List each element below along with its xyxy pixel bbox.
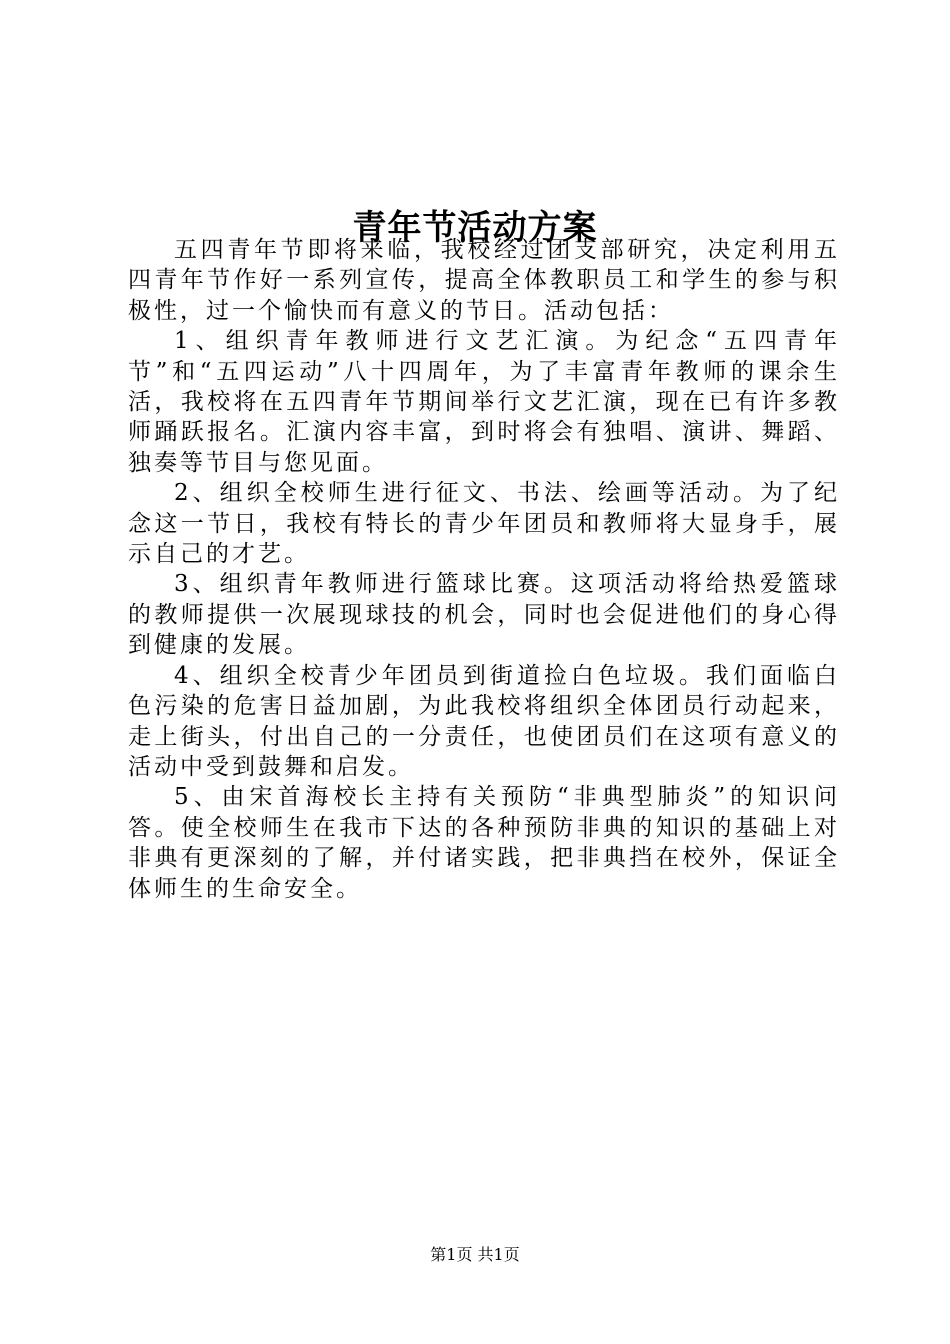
page-footer: 第1页 共1页 (430, 1245, 520, 1264)
activity-paragraph-2: 2、组织全校师生进行征文、书法、绘画等活动。为了纪念这一节日，我校有特长的青少年团员和教师将大显身手，展示自己的才艺。 (128, 480, 840, 568)
activity-paragraph-5: 5、由宋首海校长主持有关预防“非典型肺炎”的知识问答。使全校师生在我市下达的各种预防非典的知识的基础上对非典有更深刻的了解，并付诸实践，把非典挡在校外，保证全体师生的生命安全。 (128, 784, 840, 902)
document-title: 青年节活动方案 (352, 207, 598, 248)
activity-paragraph-3: 3、组织青年教师进行篮球比赛。这项活动将给热爱篮球的教师提供一次展现球技的机会，同时也会促进他们的身心得到健康的发展。 (128, 571, 840, 659)
activity-paragraph-4: 4、组织全校青少年团员到街道捡白色垃圾。我们面临白色污染的危害日益加剧，为此我校将组织全体团员行动起来，走上街头，付出自己的一分责任，也使团员们在这项有意义的活动中受到鼓舞和启发。 (128, 662, 840, 780)
intro-paragraph: 五四青年节即将来临，我校经过团支部研究，决定利用五四青年节作好一系列宣传，提高全体教职员工和学生的参与积极性，过一个愉快而有意义的节日。活动包括： (128, 237, 840, 324)
activity-paragraph-1: 1、组织青年教师进行文艺汇演。为纪念“五四青年节”和“五四运动”八十四周年，为了丰富青年教师的课余生活，我校将在五四青年节期间举行文艺汇演，现在已有许多教师踊跃报名。汇演内容丰富，到时将会有独唱、演讲、舞蹈、独奏等节目与您见面。 (128, 328, 840, 476)
document-body (128, 235, 840, 904)
